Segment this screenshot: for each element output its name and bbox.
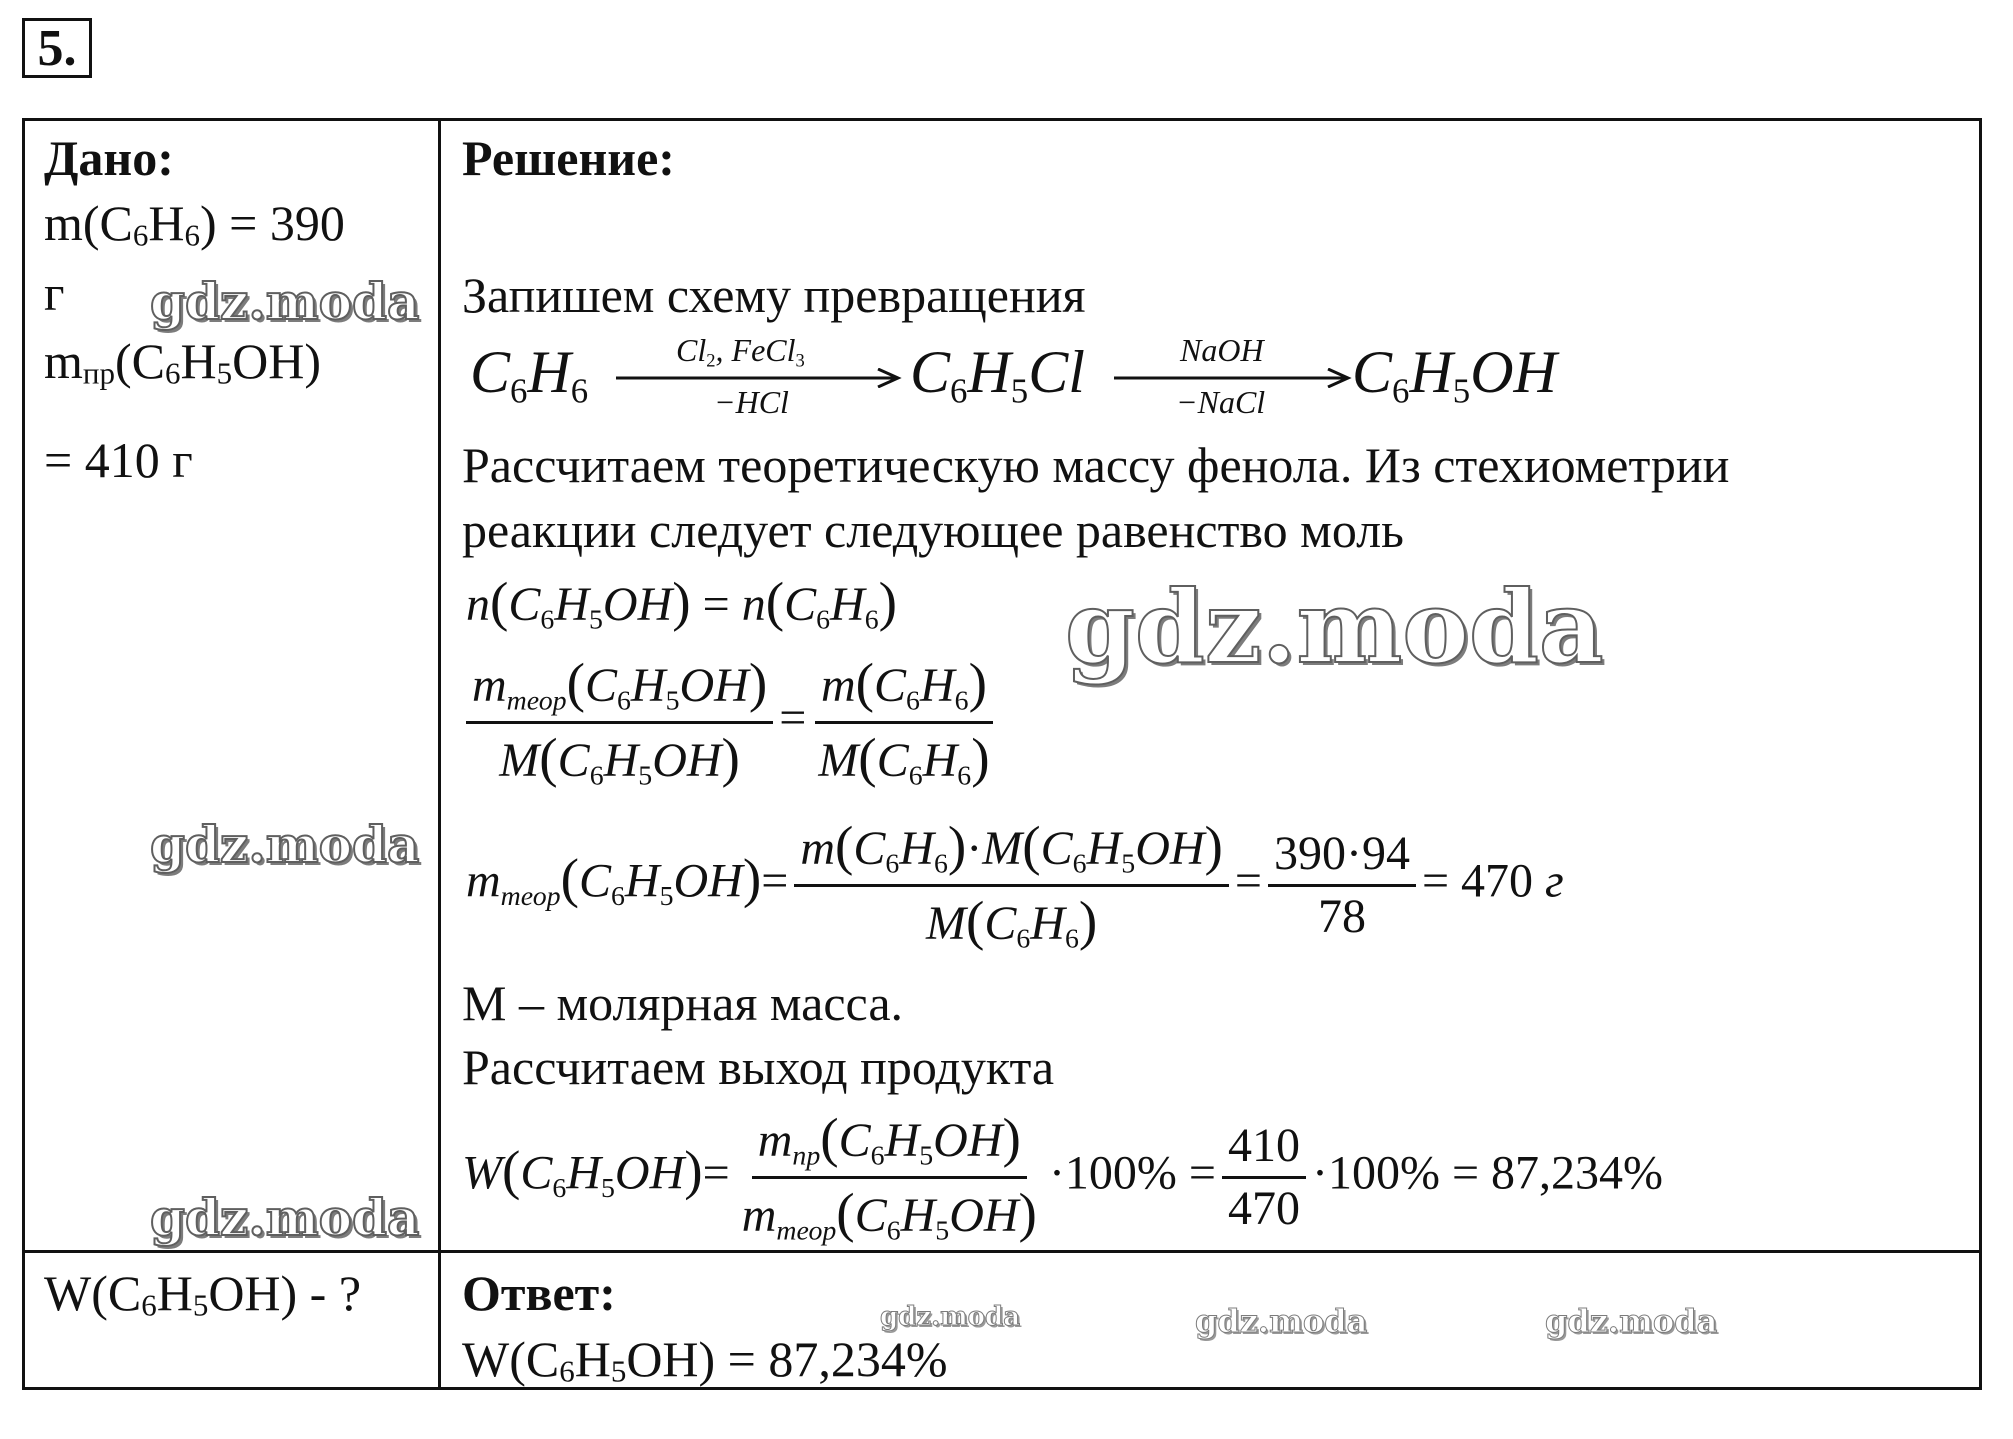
- watermark: gdz.moda: [880, 1302, 1021, 1332]
- text-molar-note: M – молярная масса.: [462, 975, 904, 1031]
- eq-theoretical-mass: mтеор(C6H5OH)= $\frac{m(C6H6)\cdot M(C6H5OH)}{M(C6H6)}$ = $\frac{390\cdot 94}{78}$ = 470 г: [466, 815, 1564, 955]
- given-phenol-value: = 410 г: [44, 432, 193, 488]
- given-benzene-mass: m(C6H6) = 390: [44, 195, 345, 253]
- answer-header: Ответ:: [462, 1265, 616, 1321]
- given-unit: г: [44, 265, 65, 321]
- column-divider: [438, 118, 441, 1390]
- watermark: gdz.moda: [150, 272, 420, 331]
- watermark: gdz.moda: [1545, 1302, 1718, 1340]
- watermark: gdz.moda: [1195, 1302, 1368, 1340]
- eq-moles: n(C6H5OH) = n(C6H6): [466, 571, 898, 636]
- answer-value: W(C6H5OH) = 87,234%: [462, 1331, 948, 1389]
- arrow2-bottom-label: −NaCl: [1176, 384, 1266, 420]
- problem-number: 5.: [22, 18, 92, 78]
- text-theoretical: Рассчитаем теоретическую массу фенола. Из стехиометрии: [462, 437, 1730, 493]
- arrow2-top-label: NaOH: [1180, 332, 1264, 368]
- eq-ratio: $\frac{\text{mтеор(C6H5OH)}}{M(C6H5OH)}$ = $\frac{m(C6H6)}{M(C6H6)}$: [460, 655, 1002, 790]
- find-question: W(C6H5OH) - ?: [44, 1265, 362, 1323]
- scheme-intro: Запишем схему превращения: [462, 267, 1086, 323]
- scheme-benzene: C6H6: [470, 339, 589, 411]
- watermark: gdz.moda: [150, 1188, 420, 1247]
- arrow1-bottom-label: −HCl: [714, 384, 789, 420]
- solution-header: Решение:: [462, 130, 675, 186]
- watermark: gdz.moda: [150, 815, 420, 874]
- row-divider: [22, 1250, 1982, 1253]
- scheme-phenol: C6H5OH: [1352, 339, 1557, 411]
- given-header: Дано:: [44, 130, 174, 186]
- watermark: gdz.moda: [1065, 568, 1604, 686]
- text-yield-intro: Рассчитаем выход продукта: [462, 1039, 1055, 1095]
- scheme-chlorobenzene: C6H5Cl: [910, 339, 1085, 411]
- arrow1-top-label: Cl2, FeCl3: [676, 332, 805, 372]
- given-phenol-practical: mпр(C6H5OH): [44, 333, 321, 391]
- eq-yield: W(C6H5OH)= $\frac{\text{mпр(C6H5OH)}}{\text{mтеор(C6H5OH)}}$ ·100% = $\frac{410}{470}$ ·100% = 87,234%: [462, 1107, 1664, 1247]
- text-equality: реакции следует следующее равенство моль: [462, 502, 1404, 558]
